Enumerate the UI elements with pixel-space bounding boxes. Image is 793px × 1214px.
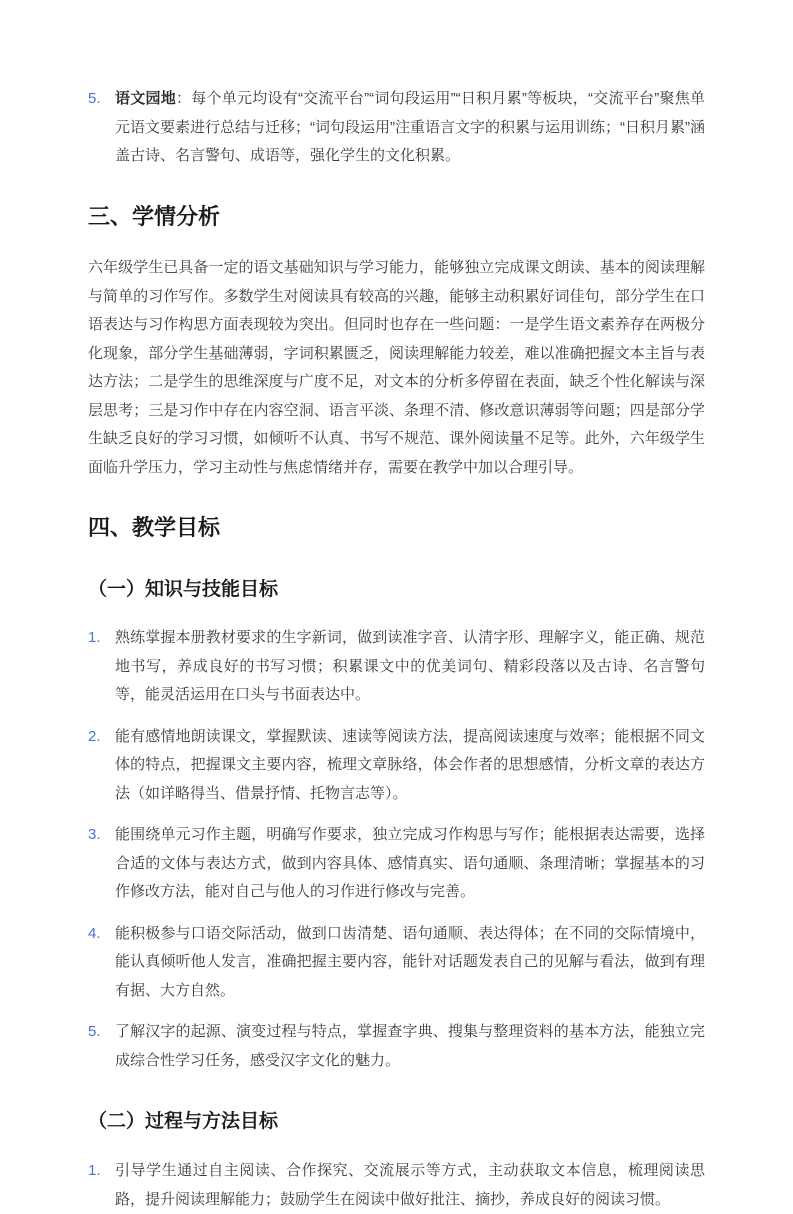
subsection-heading-process: （二）过程与方法目标 bbox=[88, 1111, 279, 1133]
list-item-text bbox=[115, 85, 705, 171]
list-item-text: 能有感情地朗读课文，掌握默读、速读等阅读方法，提高阅读速度与效率；能根据不同文体的特点，把握课文主要内容，梳理文章脉络，体会作者的思想感情，分析文章的表达方法（如详略得当、借景抒情、托物言志等）。 bbox=[115, 727, 705, 802]
list-item-text: 引导学生通过自主阅读、合作探究、交流展示等方式，主动获取文本信息，梳理阅读思路，提升阅读理解能力；鼓励学生在阅读中做好批注、摘抄，养成良好的阅读习惯。 bbox=[115, 1162, 705, 1208]
section-heading-objectives: 四、教学目标 bbox=[88, 515, 221, 541]
list-item-text: 能积极参与口语交际活动，做到口齿清楚、语句通顺、表达得体；在不同的交际情境中，能认真倾听他人发言，准确把握主要内容，能针对话题发表自己的见解与看法，做到有理有据、大方自然。 bbox=[115, 924, 705, 999]
list-item bbox=[88, 723, 705, 809]
list-item-rest: ：每个单元均设有“交流平台”“词句段运用”“日积月累”等板块，“交流平台”聚焦单元语文要素进行总结与迁移；“词句段运用”注重语言文字的积累与运用训练；“日积月累”涵盖古诗、名言警句、成语等，强化学生的文化积累。 bbox=[115, 90, 705, 164]
list-item-number: 3. bbox=[88, 826, 101, 844]
process-objectives-list bbox=[88, 1157, 705, 1214]
section-heading-analysis: 三、学情分析 bbox=[88, 203, 221, 229]
list-item bbox=[88, 85, 705, 171]
list-item bbox=[88, 1157, 705, 1214]
document-page bbox=[88, 0, 705, 1214]
list-item-number: 4. bbox=[88, 924, 101, 942]
knowledge-objectives-list bbox=[88, 624, 705, 1075]
list-item-number: 1. bbox=[88, 629, 101, 647]
analysis-paragraph: 六年级学生已具备一定的语文基础知识与学习能力，能够独立完成课文朗读、基本的阅读理解与简单的习作写作。多数学生对阅读具有较高的兴趣，能够主动积累好词佳句，部分学生在口语表达与习作构思方面表现较为突出。但同时也存在一些问题：一是学生语文素养存在两极分化现象，部分学生基础薄弱，字词积累匮乏，阅读理解能力较差，难以准确把握文本主旨与表达方法；二是学生的思维深度与广度不足，对文本的分析多停留在表面，缺乏个性化解读与深层思考；三是习作中存在内容空洞、语言平淡、条理不清、修改意识薄弱等问题；四是部分学生缺乏良好的学习习惯，如倾听不认真、书写不规范、课外阅读量不足等。此外，六年级学生面临升学压力，学习主动性与焦虑情绪并存，需要在教学中加以合理引导。 bbox=[88, 259, 705, 476]
list-item-number: 1. bbox=[88, 1162, 101, 1180]
list-item-text: 了解汉字的起源、演变过程与特点，掌握查字典、搜集与整理资料的基本方法，能独立完成综合性学习任务，感受汉字文化的魅力。 bbox=[115, 1023, 705, 1069]
list-item-number: 5. bbox=[88, 90, 101, 107]
subsection-heading-knowledge: （一）知识与技能目标 bbox=[88, 578, 279, 600]
list-item-text: 能围绕单元习作主题，明确写作要求，独立完成习作构思与写作；能根据表达需要，选择合适的文体与表达方式，做到内容具体、感情真实、语句通顺、条理清晰；掌握基本的习作修改方法，能对自己与他人的习作进行修改与完善。 bbox=[115, 826, 705, 901]
list-item bbox=[88, 624, 705, 710]
list-item bbox=[88, 1018, 705, 1075]
list-item-number: 2. bbox=[88, 727, 101, 745]
list-item bbox=[88, 920, 705, 1006]
textbook-structure-list bbox=[88, 85, 705, 171]
list-item-number: 5. bbox=[88, 1023, 101, 1041]
list-item-bold-label: 语文园地 bbox=[115, 90, 176, 107]
list-item-text: 熟练掌握本册教材要求的生字新词，做到读准字音、认清字形、理解字义，能正确、规范地书写，养成良好的书写习惯；积累课文中的优美词句、精彩段落以及古诗、名言警句等，能灵活运用在口头与书面表达中。 bbox=[115, 629, 705, 704]
list-item bbox=[88, 821, 705, 907]
